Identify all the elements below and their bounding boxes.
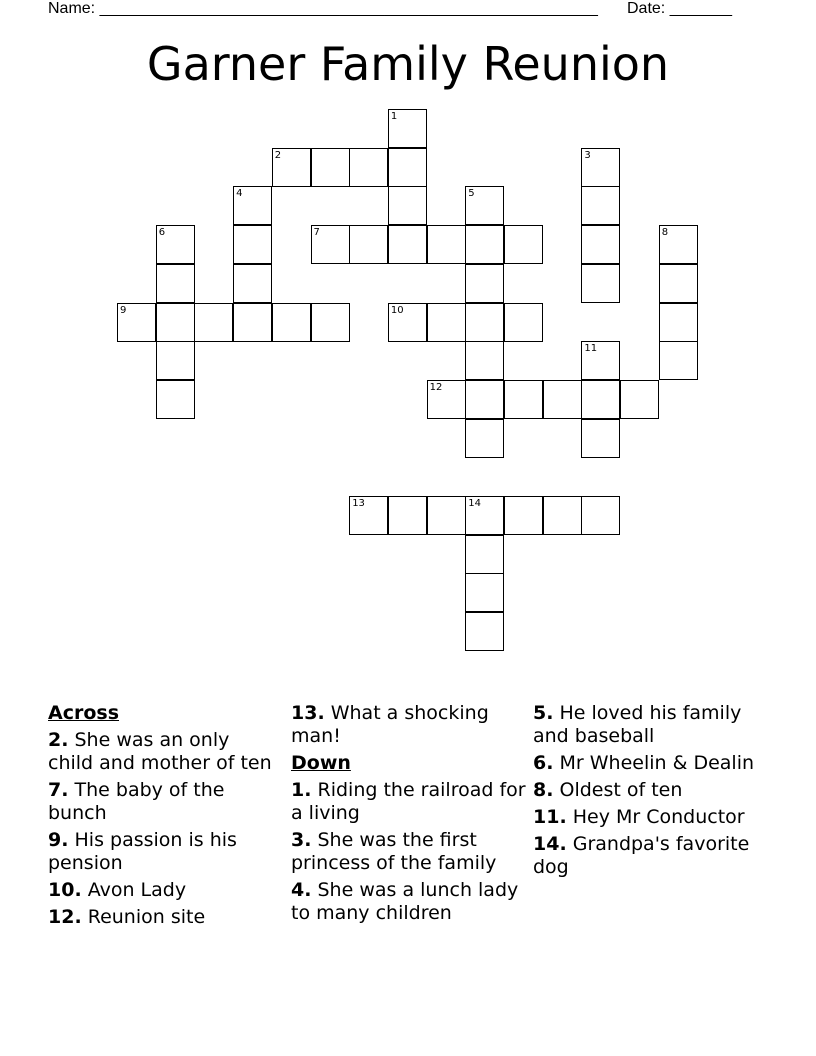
crossword-cell[interactable] [465,612,504,651]
clues-column-1 [48,702,278,933]
cell-number: 4 [236,188,243,200]
crossword-cell[interactable] [465,303,504,342]
crossword-cell[interactable] [465,225,504,264]
crossword-cell[interactable] [388,225,427,264]
clue-text: She was the first princess of the family [291,829,497,874]
down-heading: Down [291,752,351,774]
crossword-cell[interactable] [427,303,466,342]
crossword-cell[interactable] [543,496,582,535]
clue-across-2 [48,729,278,775]
clue-down-6 [533,752,773,775]
cell-number: 14 [468,498,482,509]
crossword-cell[interactable] [465,496,504,535]
crossword-cell[interactable] [581,148,620,187]
crossword-cell[interactable] [233,225,272,264]
clue-number: 10. [48,879,82,901]
cell-number: 5 [468,188,475,200]
crossword-cell[interactable] [581,186,620,225]
cell-number: 6 [158,227,166,239]
clue-number: 3. [291,829,312,851]
clue-text: The baby of the bunch [48,779,225,824]
clue-down-8 [533,779,773,802]
crossword-cell[interactable] [427,225,466,264]
crossword-cell[interactable] [581,496,620,535]
cell-number: 1 [390,111,398,122]
clue-number: 5. [533,702,554,724]
crossword-cell[interactable] [233,186,272,225]
clue-number: 13. [291,702,325,724]
crossword-cell[interactable] [311,303,350,342]
cell-number: 3 [584,149,591,161]
crossword-cell[interactable] [465,535,504,574]
clue-text: His passion is his pension [48,829,237,874]
crossword-cell[interactable] [388,186,427,225]
crossword-cell[interactable] [233,264,272,303]
cell-number: 11 [584,343,598,355]
cell-number: 12 [429,381,443,393]
crossword-cell[interactable] [349,496,388,535]
crossword-cell[interactable] [465,380,504,419]
crossword-cell[interactable] [156,225,195,264]
clue-text: Mr Wheelin & Dealin [559,752,755,774]
crossword-cell[interactable] [388,496,427,535]
crossword-cell[interactable] [581,225,620,264]
crossword-cell[interactable] [659,264,698,303]
clue-number: 2. [48,729,69,751]
clue-across-12 [48,906,278,929]
crossword-cell[interactable] [581,380,620,419]
clue-down-1 [291,779,531,825]
cell-number: 10 [390,304,404,316]
crossword-cell[interactable] [388,303,427,342]
crossword-cell[interactable] [581,341,620,380]
clue-text: What a shocking man! [291,702,489,747]
clue-text: Hey Mr Conductor [572,806,745,828]
across-heading: Across [48,702,120,724]
cell-number: 13 [352,498,365,509]
crossword-cell[interactable] [156,264,195,303]
crossword-cell[interactable] [465,419,504,458]
cell-number: 7 [313,227,320,239]
clue-text: He loved his family and baseball [533,702,742,747]
clue-down-11 [533,806,773,829]
crossword-cell[interactable] [388,109,427,148]
cell-number: 8 [661,227,669,239]
clue-number: 14. [533,833,567,855]
date-field[interactable]: Date: _______ [627,0,732,17]
crossword-cell[interactable] [504,380,543,419]
crossword-cell[interactable] [504,496,543,535]
crossword-cell[interactable] [465,264,504,303]
clue-across-9 [48,829,278,875]
crossword-cell[interactable] [117,303,156,342]
clue-across-7 [48,779,278,825]
crossword-cell[interactable] [543,380,582,419]
crossword-cell[interactable] [581,264,620,303]
crossword-cell[interactable] [504,225,543,264]
crossword-cell[interactable] [233,303,272,342]
clues-column-3 [533,702,773,883]
cell-number: 2 [274,149,282,161]
crossword-cell[interactable] [427,380,466,419]
clue-number: 11. [533,806,567,828]
clue-down-4 [291,879,531,925]
clue-number: 4. [291,879,312,901]
clue-number: 1. [291,779,312,801]
crossword-cell[interactable] [427,496,466,535]
crossword-cell[interactable] [659,225,698,264]
crossword-cell[interactable] [465,573,504,612]
crossword-cell[interactable] [156,303,195,342]
clue-text: She was a lunch lady to many children [291,879,519,924]
cell-number: 9 [120,304,127,316]
name-field[interactable]: Name: ________________________________________________________ [48,0,598,17]
clue-across-10 [48,879,278,902]
clue-text: Oldest of ten [559,779,683,801]
clue-number: 6. [533,752,554,774]
crossword-cell[interactable] [311,225,350,264]
crossword-cell[interactable] [194,303,233,342]
clue-number: 7. [48,779,69,801]
clue-number: 12. [48,906,82,928]
clue-number: 9. [48,829,69,851]
crossword-cell[interactable] [311,148,350,187]
crossword-cell[interactable] [581,419,620,458]
clue-text: She was an only child and mother of ten [48,729,272,774]
crossword-cell[interactable] [156,380,195,419]
crossword-cell[interactable] [272,303,311,342]
clue-text: Reunion site [87,906,206,928]
crossword-cell[interactable] [272,148,311,187]
puzzle-title: Garner Family Reunion [146,37,670,91]
crossword-cell[interactable] [465,341,504,380]
crossword-cell[interactable] [659,303,698,342]
crossword-cell[interactable] [349,225,388,264]
clue-down-3 [291,829,531,875]
crossword-cell[interactable] [465,186,504,225]
clue-number: 8. [533,779,554,801]
crossword-cell[interactable] [659,341,698,380]
crossword-cell[interactable] [504,303,543,342]
clues-column-2 [291,702,531,929]
crossword-cell[interactable] [620,380,659,419]
clue-text: Avon Lady [87,879,187,901]
clue-text: Grandpa's favorite dog [533,833,750,878]
crossword-cell[interactable] [349,148,388,187]
clue-down-14 [533,833,773,879]
clue-across-13 [291,702,531,748]
clue-text: Riding the railroad for a living [291,779,526,824]
clue-down-5 [533,702,773,748]
crossword-cell[interactable] [156,341,195,380]
crossword-cell[interactable] [388,148,427,187]
